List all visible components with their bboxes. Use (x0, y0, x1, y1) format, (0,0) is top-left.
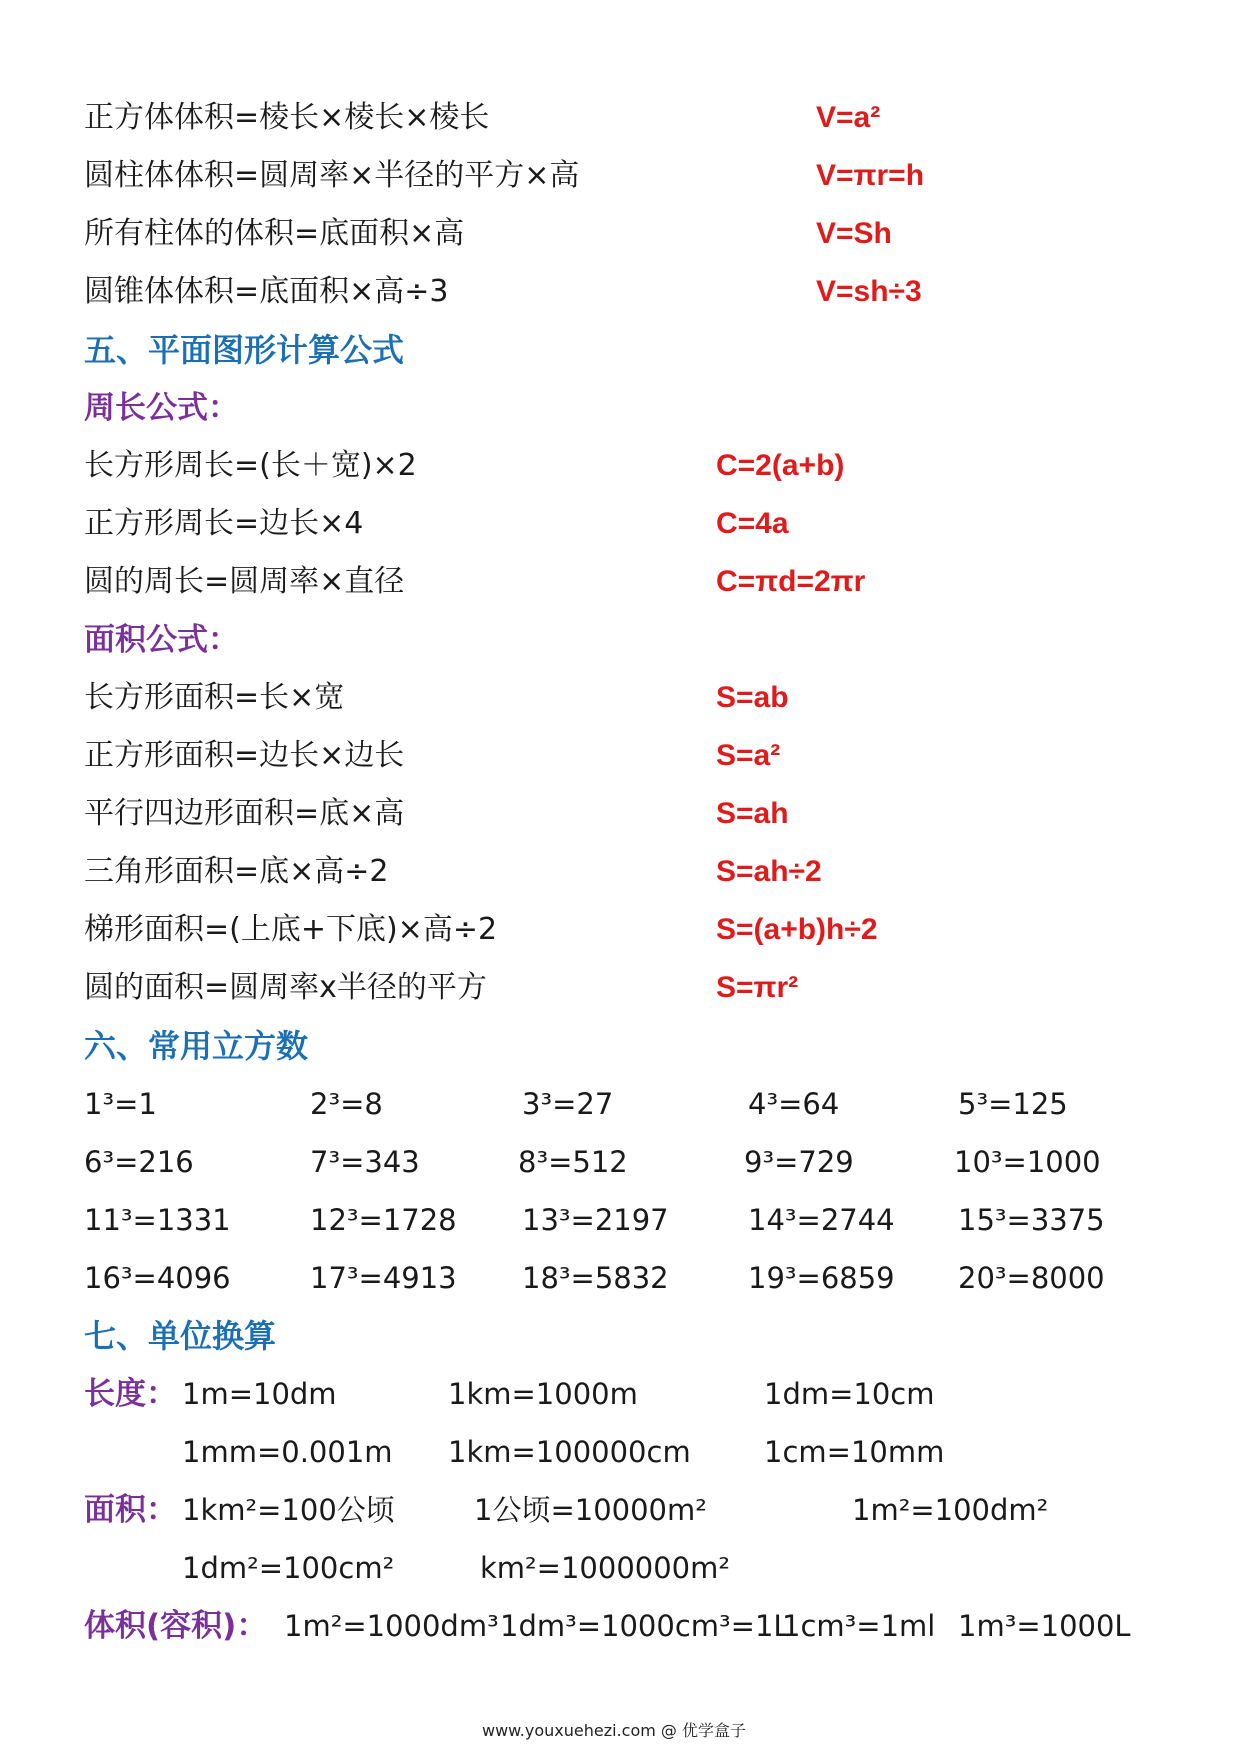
area-unit-cell: 1m²=100dm² (852, 1493, 1049, 1527)
cube-cell: 18³=5832 (522, 1261, 669, 1295)
volume-unit-cell: 1m³=1000L (958, 1609, 1131, 1643)
volume-text-0: 正方体体积=棱长×棱长×棱长 (84, 100, 490, 135)
area-text-4: 梯形面积=(上底+下底)×高÷2 (84, 912, 498, 947)
cube-cell: 11³=1331 (84, 1203, 231, 1237)
volume-unit-cell: 1dm³=1000cm³=1L (500, 1609, 790, 1643)
area-unit-cell: 1dm²=100cm² (182, 1551, 395, 1585)
cube-cell: 5³=125 (958, 1087, 1068, 1121)
length-cell: 1km=100000cm (448, 1435, 691, 1469)
area-unit-cell: km²=1000000m² (480, 1551, 730, 1585)
volume-text-3: 圆锥体体积=底面积×高÷3 (84, 274, 449, 309)
cube-cell: 14³=2744 (748, 1203, 895, 1237)
area-unit-cell: 1公顷=10000m² (474, 1493, 707, 1527)
volume-text-2: 所有柱体的体积=底面积×高 (84, 216, 465, 251)
volume-unit-cell: 1cm³=1ml (782, 1609, 936, 1643)
area-unit-cell: 1km²=100公顷 (182, 1493, 395, 1527)
perimeter-title: 周长公式： (84, 390, 239, 426)
area-formula-0: S=ab (716, 681, 789, 714)
length-cell: 1cm=10mm (764, 1435, 945, 1469)
area-formula-5: S=πr² (716, 971, 799, 1004)
section5-title: 五、平面图形计算公式 (84, 331, 405, 369)
volume-text-1: 圆柱体体积=圆周率×半径的平方×高 (84, 158, 580, 193)
length-cell: 1mm=0.001m (182, 1435, 393, 1469)
volume-formula-2: V=Sh (816, 217, 892, 250)
area-formula-1: S=a² (716, 739, 781, 772)
volume-formula-1: V=πr=h (816, 159, 925, 192)
cube-cell: 15³=3375 (958, 1203, 1105, 1237)
area-text-1: 正方形面积=边长×边长 (84, 738, 405, 773)
cube-cell: 3³=27 (522, 1087, 614, 1121)
area-formula-3: S=ah÷2 (716, 855, 822, 888)
cube-cell: 10³=1000 (954, 1145, 1101, 1179)
cube-cell: 7³=343 (310, 1145, 420, 1179)
perimeter-formula-0: C=2(a+b) (716, 449, 845, 482)
area-title: 面积公式： (84, 622, 239, 658)
length-label: 长度： (84, 1376, 177, 1412)
perimeter-formula-2: C=πd=2πr (716, 565, 866, 598)
section7-title: 七、单位换算 (84, 1317, 277, 1355)
area-text-5: 圆的面积=圆周率x半径的平方 (84, 970, 487, 1005)
perimeter-text-0: 长方形周长=(长＋宽)×2 (84, 448, 417, 483)
length-cell: 1m=10dm (182, 1377, 337, 1411)
cube-cell: 2³=8 (310, 1087, 383, 1121)
section6-title: 六、常用立方数 (84, 1027, 309, 1065)
cube-cell: 19³=6859 (748, 1261, 895, 1295)
perimeter-formula-1: C=4a (716, 507, 789, 540)
perimeter-text-1: 正方形周长=边长×4 (84, 506, 364, 541)
cube-cell: 6³=216 (84, 1145, 194, 1179)
area-text-3: 三角形面积=底×高÷2 (84, 854, 389, 889)
cube-cell: 12³=1728 (310, 1203, 457, 1237)
cube-cell: 17³=4913 (310, 1261, 457, 1295)
cube-cell: 1³=1 (84, 1087, 157, 1121)
cube-cell: 4³=64 (748, 1087, 840, 1121)
perimeter-text-2: 圆的周长=圆周率×直径 (84, 564, 405, 599)
cube-cell: 16³=4096 (84, 1261, 231, 1295)
area-formula-4: S=(a+b)h÷2 (716, 913, 878, 946)
cube-cell: 8³=512 (518, 1145, 628, 1179)
area-text-2: 平行四边形面积=底×高 (84, 796, 405, 831)
length-cell: 1dm=10cm (764, 1377, 935, 1411)
volume-formula-3: V=sh÷3 (816, 275, 922, 308)
cube-cell: 9³=729 (744, 1145, 854, 1179)
footer-watermark: www.youxuehezi.com @ 优学盒子 (482, 1721, 746, 1740)
volume-formula-0: V=a² (816, 101, 881, 134)
cube-cell: 20³=8000 (958, 1261, 1105, 1295)
cube-cell: 13³=2197 (522, 1203, 669, 1237)
volume-unit-cell: 1m²=1000dm³ (284, 1609, 499, 1643)
volume-unit-label: 体积(容积)： (84, 1608, 268, 1644)
area-text-0: 长方形面积=长×宽 (84, 680, 345, 715)
area-formula-2: S=ah (716, 797, 789, 830)
length-cell: 1km=1000m (448, 1377, 638, 1411)
area-unit-label: 面积： (84, 1492, 177, 1528)
